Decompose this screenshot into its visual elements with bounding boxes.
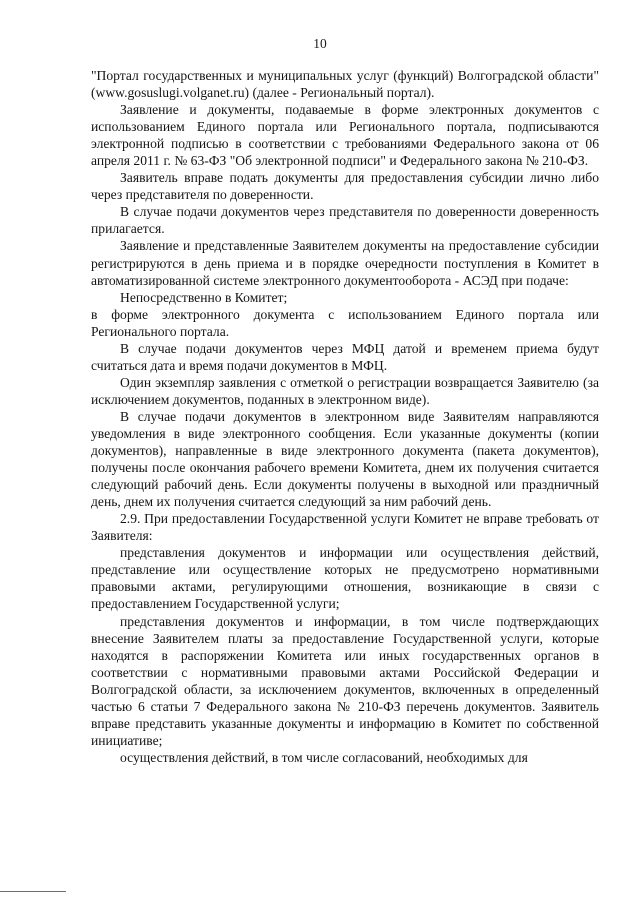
paragraph-electronic-form: в форме электронного документа с использованием Единого портала или Регионального портала. <box>91 306 599 339</box>
paragraph-section-2-9: 2.9. При предоставлении Государственной услуги Комитет не вправе требовать от Заявителя: <box>91 511 599 544</box>
paragraph-documents-in-possession: представления документов и информации, в том числе подтверждающих внесение Заявителем платы за предоставление Государственной услуги, которые находятся в распоряжении Комитета или иных государственных органов в соответствии с нормативными правовыми актами Российской Федерации и Волгоградской области, за исключением документов, включенных в определенный частью 6 статьи 7 Федерального закона № 210-ФЗ перечень документов. Заявитель вправе представить указанные документы и информацию в Комитет по собственной инициативе; <box>91 613 599 748</box>
paragraph-copy-returned: Один экземпляр заявления с отметкой о регистрации возвращается Заявителю (за исключением документов, поданных в электронном виде). <box>91 374 599 407</box>
page-number: 10 <box>313 36 327 51</box>
paragraph-portal-name: "Портал государственных и муниципальных услуг (функций) Волгоградской области" (www.gosuslugi.volganet.ru) (далее - Региональный портал). <box>91 68 599 101</box>
document-body <box>91 67 599 766</box>
paragraph-submit-in-person: Заявитель вправе подать документы для предоставления субсидии лично либо через представителя по доверенности. <box>91 170 599 203</box>
footnote-separator <box>0 891 66 892</box>
paragraph-electronic-notification: В случае подачи документов в электронном виде Заявителям направляются уведомления в виде электронного сообщения. Если указанные документы (копии документов), направленные в виде электронного документа (пакета документов), получены после окончания рабочего времени Комитета, днем их получения считается следующий рабочий день. Если документы получены в выходной или праздничный день, днем их получения считается следующий за ним рабочий день. <box>91 408 599 510</box>
paragraph-electronic-signature: Заявление и документы, подаваемые в форме электронных документов с использованием Единого портала или Регионального портала, подписываются электронной подписью в соответствии с требованиями Федерального закона от 06 апреля 2011 г. № 63-ФЗ "Об электронной подписи" и Федерального закона № 210-ФЗ. <box>91 102 599 169</box>
paragraph-power-of-attorney: В случае подачи документов через представителя по доверенности доверенность прилагается. <box>91 204 599 237</box>
paragraph-directly-to-committee: Непосредственно в Комитет; <box>120 289 288 305</box>
paragraph-approvals: осуществления действий, в том числе согласований, необходимых для <box>120 749 528 765</box>
paragraph-registration: Заявление и представленные Заявителем документы на предоставление субсидии регистрируются в день приема и в порядке очередности поступления в Комитет в автоматизированной системе электронного документооборота - АСЭД при подаче: <box>91 238 599 288</box>
paragraph-mfc-submission: В случае подачи документов через МФЦ датой и временем приема будут считаться дата и время подачи документов в МФЦ. <box>91 340 599 373</box>
paragraph-not-required-documents: представления документов и информации или осуществления действий, представление или осуществление которых не предусмотрено нормативными правовыми актами, регулирующими отношения, возникающие в связи с предоставлением Государственной услуги; <box>91 545 599 612</box>
